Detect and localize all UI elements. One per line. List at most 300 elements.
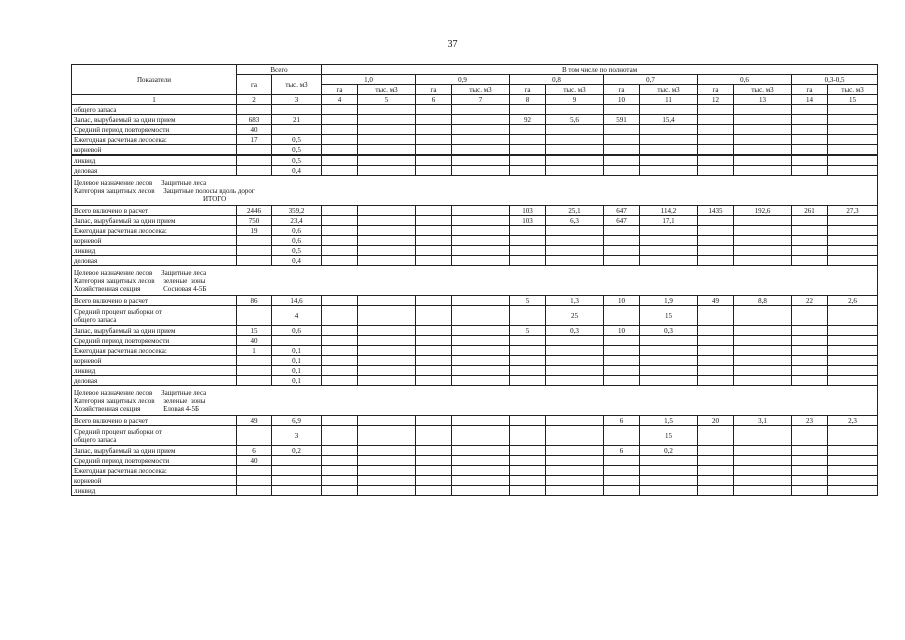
table-cell [237,145,272,156]
table-cell [358,216,416,226]
row-label [72,486,237,496]
table-cell [604,105,640,115]
table-cell: 23,4 [272,216,322,226]
table-cell [828,426,878,446]
row-label-text: деловая [74,376,98,385]
table-cell [322,476,358,486]
table-cell [698,446,734,456]
table-cell [546,346,604,356]
table-row [72,125,878,135]
table-cell [604,376,640,386]
table-row [72,346,878,356]
table-cell [640,125,698,135]
table-row [72,356,878,366]
table-cell [416,256,452,266]
header-unit-m3: тыс. м3 [828,85,878,95]
table-cell [510,456,546,466]
table-cell [510,466,546,476]
table-cell [322,346,358,356]
row-label [72,145,237,156]
table-cell [452,125,510,135]
table-cell [452,426,510,446]
table-cell [546,376,604,386]
section-line: Категория защитных лесов зеленые зоны [74,396,206,405]
table-cell: 6 [604,446,640,456]
table-cell [792,466,828,476]
table-cell [698,456,734,466]
table-cell [416,456,452,466]
table-cell [510,376,546,386]
table-cell: 86 [237,296,272,306]
table-cell [640,346,698,356]
table-cell [416,226,452,236]
table-cell [734,246,792,256]
table-cell [416,135,452,145]
table-cell [640,336,698,346]
table-cell [792,486,828,496]
table-cell [698,486,734,496]
table-cell [416,145,452,156]
table-cell [698,226,734,236]
table-cell [416,366,452,376]
table-cell: 0,5 [272,135,322,145]
table-row [72,456,878,466]
table-cell [358,456,416,466]
table-cell: 23 [792,416,828,426]
table-cell: 0,2 [272,446,322,456]
table-cell [734,366,792,376]
header-total-m3: тыс. м3 [272,75,322,95]
table-cell: 22 [792,296,828,306]
table-row [72,336,878,346]
header-unit-ha: га [604,85,640,95]
table-cell [698,216,734,226]
table-cell: 2,6 [828,296,878,306]
table-cell: 359,2 [272,206,322,216]
section-header [72,176,878,206]
row-label [72,306,237,326]
table-cell [546,456,604,466]
row-label-text: общего запаса [74,315,117,324]
table-cell [322,466,358,476]
table-cell: 6 [604,416,640,426]
table-cell [322,135,358,145]
table-cell [546,135,604,145]
table-cell [604,155,640,166]
table-cell: 0,4 [272,166,322,176]
section-line: ИТОГО [203,194,227,203]
row-label-text: Запас, вырубаемый за один прием [74,115,176,124]
section-line: Целевое назначение лесов Защитные леса [74,388,207,397]
table-cell [546,336,604,346]
table-cell [452,486,510,496]
row-label [72,166,237,176]
table-cell [546,366,604,376]
table-cell [358,166,416,176]
table-cell [416,336,452,346]
table-cell: 0,1 [272,366,322,376]
row-label-text: Запас, вырубаемый за один прием [74,216,176,225]
table-cell [510,476,546,486]
table-cell [604,346,640,356]
row-label-text: ликвид [74,156,96,165]
row-label-text: Ежегодная расчетная лесосека: [74,466,167,475]
table-cell [358,486,416,496]
table-cell [792,155,828,166]
table-cell [792,456,828,466]
table-row [72,446,878,456]
table-cell [322,115,358,125]
section-header [72,386,878,416]
table-row [72,416,878,426]
header-unit-ha: га [510,85,546,95]
table-cell: 15 [237,326,272,336]
row-label [72,135,237,145]
table-body [72,105,878,496]
table-cell [322,486,358,496]
header-unit-ha: га [322,85,358,95]
table-cell [322,226,358,236]
row-label-text: Всего включено в расчет [74,416,149,425]
column-number: 10 [604,95,640,105]
column-number: 4 [322,95,358,105]
table-cell: 27,3 [828,206,878,216]
table-cell [322,356,358,366]
section-header-row [72,386,878,416]
table-cell [698,115,734,125]
table-cell [452,296,510,306]
table-cell: 25 [546,306,604,326]
table-cell [358,296,416,306]
row-label [72,326,237,336]
table-cell [792,376,828,386]
table-cell: 0,5 [272,155,322,166]
table-cell [792,145,828,156]
table-cell: 6,3 [546,216,604,226]
table-cell [828,476,878,486]
table-cell [792,356,828,366]
table-cell [828,246,878,256]
table-cell [510,155,546,166]
table-row [72,476,878,486]
table-cell [792,366,828,376]
table-cell [452,236,510,246]
table-cell [792,346,828,356]
table-cell [452,416,510,426]
table-cell [792,336,828,346]
row-label-text: Всего включено в расчет [74,296,149,305]
table-cell [322,426,358,446]
header-fullness-group: 0,3-0,5 [792,75,878,85]
table-cell: 40 [237,456,272,466]
table-cell [272,125,322,135]
table-cell [734,155,792,166]
table-cell [792,226,828,236]
table-cell [734,486,792,496]
table-cell [604,246,640,256]
row-label-text: Ежегодная расчетная лесосека: [74,135,167,144]
table-cell [272,476,322,486]
row-label [72,296,237,306]
table-cell: 114,2 [640,206,698,216]
table-cell [546,446,604,456]
table-cell [510,256,546,266]
table-cell [237,236,272,246]
table-cell [358,356,416,366]
table-cell [698,166,734,176]
header-unit-m3: тыс. м3 [640,85,698,95]
table-cell [416,296,452,306]
table-cell [698,256,734,266]
table-cell: 5,6 [546,115,604,125]
table-cell: 0,5 [272,246,322,256]
table-cell [640,486,698,496]
row-label [72,426,237,446]
table-cell [828,446,878,456]
table-cell: 0,4 [272,256,322,266]
column-number: 11 [640,95,698,105]
table-cell [510,416,546,426]
table-cell: 1,9 [640,296,698,306]
table-cell [237,366,272,376]
table-cell [416,446,452,456]
table-cell [698,326,734,336]
table-cell: 15 [640,306,698,326]
table-cell: 25,1 [546,206,604,216]
column-number: 8 [510,95,546,105]
table-cell [358,306,416,326]
table-cell [322,306,358,326]
column-number: 2 [237,95,272,105]
table-cell [828,256,878,266]
table-cell [640,155,698,166]
table-cell: 261 [792,206,828,216]
table-cell [358,125,416,135]
table-cell [237,306,272,326]
table-cell [510,366,546,376]
table-cell [416,356,452,366]
table-cell [237,426,272,446]
table-cell [828,145,878,156]
column-number: 15 [828,95,878,105]
table-cell [698,135,734,145]
row-label [72,115,237,125]
row-label [72,206,237,216]
table-cell [237,486,272,496]
table-cell [452,356,510,366]
row-label [72,376,237,386]
table-cell [734,346,792,356]
table-cell [452,246,510,256]
table-cell [698,426,734,446]
header-fullness-group: 1,0 [322,75,416,85]
table-cell [604,166,640,176]
table-cell [734,236,792,246]
table-cell [358,466,416,476]
table-cell [322,155,358,166]
table-row [72,206,878,216]
table-cell [358,446,416,456]
row-label-text: корневой [74,476,102,485]
table-cell [358,256,416,266]
table-cell [452,115,510,125]
header-unit-m3: тыс. м3 [546,85,604,95]
table-cell [828,216,878,226]
table-cell [416,246,452,256]
table-cell [358,346,416,356]
table-cell [452,466,510,476]
table-cell [452,105,510,115]
table-cell: 17,1 [640,216,698,226]
table-cell [358,326,416,336]
table-cell [272,105,322,115]
table-cell [237,105,272,115]
table-cell [452,346,510,356]
table-cell [698,105,734,115]
table-cell [698,155,734,166]
column-number: 3 [272,95,322,105]
table-cell [452,476,510,486]
table-header [72,65,878,105]
row-label-text: общего запаса [74,105,117,114]
header-unit-ha: га [698,85,734,95]
table-cell [546,476,604,486]
table-cell [237,466,272,476]
table-cell: 49 [237,416,272,426]
table-cell [510,166,546,176]
table-cell [546,246,604,256]
row-label-text: ликвид [74,486,96,495]
table-cell [698,366,734,376]
table-cell [792,115,828,125]
table-cell [698,476,734,486]
table-cell: 1,5 [640,416,698,426]
table-cell [452,226,510,236]
table-cell [416,125,452,135]
table-cell [546,426,604,446]
table-cell [416,376,452,386]
table-cell [734,476,792,486]
table-cell [792,306,828,326]
table-cell [416,326,452,336]
table-cell [734,306,792,326]
table-cell: 2446 [237,206,272,216]
table-row [72,306,878,326]
table-cell: 15 [640,426,698,446]
table-cell [828,306,878,326]
table-cell: 15,4 [640,115,698,125]
table-cell [734,326,792,336]
table-cell [546,226,604,236]
table-row [72,256,878,266]
table-cell: 40 [237,125,272,135]
table-row [72,145,878,156]
table-cell: 0,6 [272,226,322,236]
table-cell [792,446,828,456]
table-cell [452,135,510,145]
table-cell [734,256,792,266]
header-unit-m3: тыс. м3 [452,85,510,95]
table-cell: 40 [237,336,272,346]
table-cell [322,105,358,115]
table-cell [828,486,878,496]
table-cell [792,236,828,246]
table-cell [358,476,416,486]
table-cell [322,376,358,386]
table-cell: 750 [237,216,272,226]
table-cell [452,166,510,176]
table-cell [322,246,358,256]
table-row [72,226,878,236]
row-label [72,336,237,346]
table-cell [604,366,640,376]
table-cell [322,206,358,216]
table-cell [322,326,358,336]
table-cell: 8,8 [734,296,792,306]
table-cell [416,486,452,496]
table-cell [604,306,640,326]
table-cell [546,166,604,176]
table-cell [416,105,452,115]
table-cell [604,336,640,346]
table-cell: 0,6 [272,326,322,336]
table-cell [604,236,640,246]
table-cell [828,356,878,366]
table-cell [604,125,640,135]
table-cell [698,236,734,246]
table-cell [734,105,792,115]
table-cell [322,145,358,156]
table-cell [452,336,510,346]
table-cell [640,226,698,236]
table-cell [792,426,828,446]
table-cell [546,236,604,246]
row-label-text: Всего включено в расчет [74,206,149,215]
table-cell [452,256,510,266]
table-cell [792,125,828,135]
table-cell [322,166,358,176]
table-cell [792,256,828,266]
table-cell [734,216,792,226]
table-cell [322,366,358,376]
column-number: 9 [546,95,604,105]
table-cell [416,115,452,125]
table-cell: 0,1 [272,376,322,386]
table-cell [322,446,358,456]
table-cell: 10 [604,296,640,306]
table-cell [828,155,878,166]
table-row [72,366,878,376]
row-label-text: Средний процент выборки от [74,307,162,316]
table-cell [322,125,358,135]
table-cell [322,456,358,466]
table-row [72,246,878,256]
table-cell [734,226,792,236]
table-cell [452,326,510,336]
header-unit-ha: га [792,85,828,95]
table-cell [546,486,604,496]
row-label [72,346,237,356]
table-cell: 3,1 [734,416,792,426]
table-cell [416,346,452,356]
table-cell: 647 [604,216,640,226]
table-row [72,486,878,496]
table-row [72,135,878,145]
table-cell [416,466,452,476]
row-label [72,125,237,135]
row-label [72,256,237,266]
section-line: Целевое назначение лесов Защитные леса [74,178,207,187]
